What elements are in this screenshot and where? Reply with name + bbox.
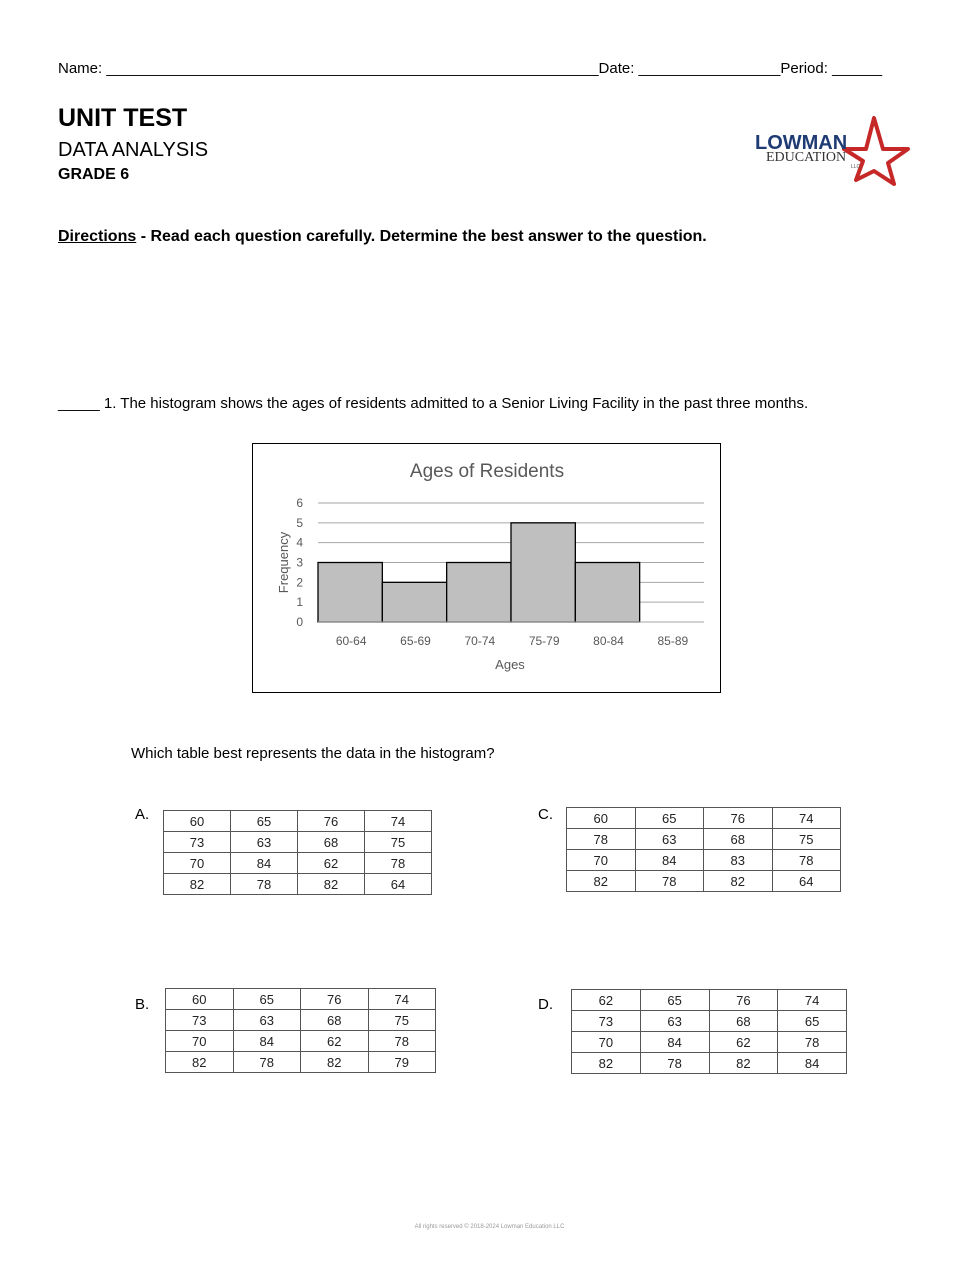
table-cell: 64 (365, 874, 432, 895)
logo-star-icon (844, 118, 908, 184)
table-cell: 82 (164, 874, 231, 895)
logo-sub-text: EDUCATION (766, 150, 847, 165)
table-cell: 76 (709, 990, 778, 1011)
option-b-row (166, 1052, 436, 1073)
option-a-label: A. (135, 806, 150, 823)
table-cell: 82 (298, 874, 365, 895)
table-cell: 78 (368, 1031, 436, 1052)
table-cell: 84 (640, 1032, 709, 1053)
page-title: UNIT TEST (58, 104, 188, 132)
table-cell: 63 (640, 1011, 709, 1032)
table-cell: 74 (772, 808, 841, 829)
table-cell: 62 (298, 853, 365, 874)
y-tick-label: 4 (296, 535, 303, 550)
table-cell: 73 (166, 1010, 234, 1031)
table-cell: 70 (164, 853, 231, 874)
table-cell: 74 (368, 989, 436, 1010)
table-cell: 70 (567, 850, 636, 871)
table-cell: 75 (772, 829, 841, 850)
table-cell: 60 (567, 808, 636, 829)
histogram-bar-75-79 (511, 523, 575, 622)
option-d-table (571, 989, 847, 1074)
logo-llc-text: LLC (851, 164, 861, 170)
option-b-row (166, 1010, 436, 1031)
x-tick-label: 70-74 (464, 634, 496, 648)
option-a-table (163, 810, 432, 895)
table-cell: 62 (709, 1032, 778, 1053)
table-cell: 73 (572, 1011, 641, 1032)
option-c-label: C. (538, 806, 553, 823)
grade-label: GRADE 6 (58, 166, 130, 183)
table-cell: 65 (640, 990, 709, 1011)
y-tick-label: 0 (296, 615, 303, 629)
table-cell: 68 (298, 832, 365, 853)
table-cell: 84 (233, 1031, 301, 1052)
table-cell: 65 (778, 1011, 847, 1032)
option-b-label: B. (135, 996, 150, 1013)
option-d-row (572, 990, 847, 1011)
directions-label: Directions (58, 228, 137, 245)
table-cell: 76 (298, 811, 365, 832)
option-a-row (164, 853, 432, 874)
option-d-row (572, 1011, 847, 1032)
option-d-row (572, 1032, 847, 1053)
option-c-row (567, 808, 841, 829)
table-cell: 83 (704, 850, 773, 871)
logo-main-text: LOWMAN (755, 132, 848, 154)
y-tick-label: 5 (296, 515, 303, 530)
table-cell: 82 (567, 871, 636, 892)
table-cell: 63 (635, 829, 704, 850)
table-cell: 70 (572, 1032, 641, 1053)
copyright-footer: All rights reserved © 2018-2024 Lowman Education LLC (414, 1224, 565, 1230)
table-cell: 78 (567, 829, 636, 850)
table-cell: 63 (231, 832, 298, 853)
option-a-row (164, 874, 432, 895)
directions (58, 228, 707, 246)
name-date-period-line: Name: ___________________________________________________________Date: _________________Period: ______ (58, 60, 883, 77)
page-subtitle: DATA ANALYSIS (58, 139, 209, 161)
table-cell: 82 (572, 1053, 641, 1074)
y-tick-label: 1 (296, 595, 303, 610)
option-d-label: D. (538, 996, 553, 1013)
table-cell: 65 (233, 989, 301, 1010)
option-b-table (165, 988, 436, 1073)
table-cell: 78 (778, 1032, 847, 1053)
table-cell: 76 (704, 808, 773, 829)
y-tick-label: 2 (296, 575, 303, 590)
question-1-text: _____ 1. The histogram shows the ages of residents admitted to a Senior Living Facility in the past three months. (58, 395, 809, 412)
option-a-row (164, 832, 432, 853)
option-c-table (566, 807, 841, 892)
table-cell: 82 (709, 1053, 778, 1074)
table-cell: 68 (301, 1010, 369, 1031)
table-cell: 78 (635, 871, 704, 892)
table-cell: 78 (640, 1053, 709, 1074)
y-tick-label: 6 (296, 496, 303, 510)
table-cell: 84 (778, 1053, 847, 1074)
chart-title: Ages of Residents (409, 461, 565, 482)
y-axis-label: Frequency (276, 531, 291, 594)
table-cell: 75 (368, 1010, 436, 1031)
table-cell: 78 (233, 1052, 301, 1073)
histogram-bar-70-74 (447, 563, 511, 623)
table-cell: 74 (365, 811, 432, 832)
table-cell: 70 (166, 1031, 234, 1052)
histogram-chart (252, 443, 721, 693)
histogram-svg (253, 444, 720, 692)
question-prompt: Which table best represents the data in the histogram? (131, 745, 495, 762)
option-c-row (567, 829, 841, 850)
table-cell: 84 (635, 850, 704, 871)
table-cell: 65 (635, 808, 704, 829)
lowman-education-logo (752, 116, 912, 186)
table-cell: 62 (572, 990, 641, 1011)
table-cell: 60 (164, 811, 231, 832)
directions-text: - Read each question carefully. Determine the best answer to the question. (136, 228, 707, 245)
table-cell: 76 (301, 989, 369, 1010)
table-cell: 60 (166, 989, 234, 1010)
histogram-bar-60-64 (318, 563, 382, 623)
table-cell: 78 (231, 874, 298, 895)
option-b-row (166, 989, 436, 1010)
table-cell: 74 (778, 990, 847, 1011)
x-axis-label: Ages (495, 657, 525, 672)
histogram-bar-65-69 (382, 582, 446, 622)
x-tick-label: 60-64 (335, 634, 367, 648)
x-tick-label: 80-84 (593, 634, 624, 648)
table-cell: 78 (772, 850, 841, 871)
option-b-row (166, 1031, 436, 1052)
table-cell: 82 (704, 871, 773, 892)
option-a-row (164, 811, 432, 832)
table-cell: 64 (772, 871, 841, 892)
y-tick-label: 3 (296, 555, 303, 570)
x-tick-label: 65-69 (400, 634, 431, 648)
table-cell: 68 (709, 1011, 778, 1032)
table-cell: 62 (301, 1031, 369, 1052)
table-cell: 65 (231, 811, 298, 832)
table-cell: 75 (365, 832, 432, 853)
option-c-row (567, 871, 841, 892)
table-cell: 73 (164, 832, 231, 853)
table-cell: 63 (233, 1010, 301, 1031)
x-tick-label: 75-79 (528, 634, 560, 648)
table-cell: 78 (365, 853, 432, 874)
histogram-bar-80-84 (575, 563, 639, 623)
option-c-row (567, 850, 841, 871)
option-d-row (572, 1053, 847, 1074)
table-cell: 82 (166, 1052, 234, 1073)
table-cell: 79 (368, 1052, 436, 1073)
table-cell: 82 (301, 1052, 369, 1073)
table-cell: 84 (231, 853, 298, 874)
table-cell: 68 (704, 829, 773, 850)
x-tick-label: 85-89 (657, 634, 689, 648)
